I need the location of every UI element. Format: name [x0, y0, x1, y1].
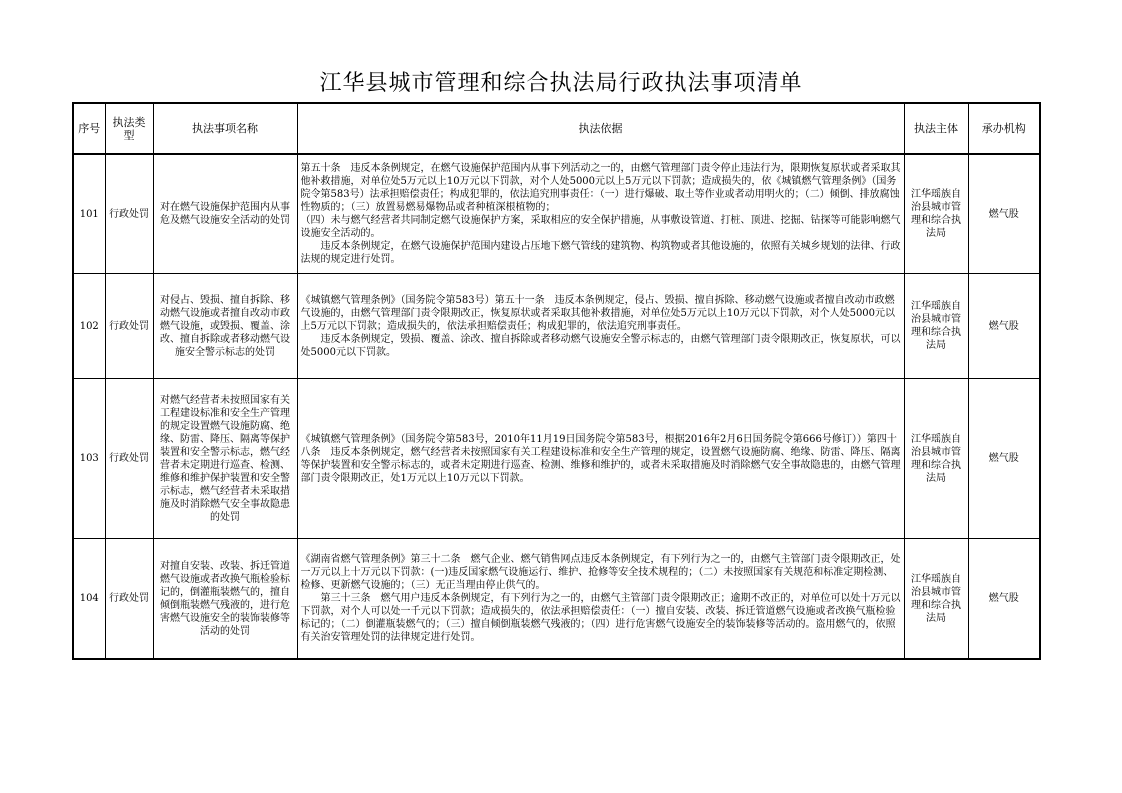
header-type: 执法类型 [105, 103, 153, 154]
header-subject: 执法主体 [904, 103, 968, 154]
table-row [73, 274, 1040, 379]
row-no: 103 [73, 379, 105, 539]
row-basis [297, 539, 904, 660]
row-basis [297, 379, 904, 539]
table-header-row [73, 103, 1040, 154]
header-basis: 执法依据 [297, 103, 904, 154]
basis-paragraph: 《城镇燃气管理条例》（国务院令第583号，2010年11月19日国务院令第583号，根据2016年2月6日国务院令第666号修订））第四十八条 违反本条例规定，燃气经营者未按照国家有关工程建设标准和安全生产管理的规定，设置燃气设施防腐、绝缘、防雷、降压、隔离等保护装置和安全警示标志的，或者未定期进行巡查、检测、维修和维护的，或者未采取措施及时消除燃气安全事故隐患的，由燃气管理部门责令限期改正，处1万元以上10万元以下罚款。 [300, 433, 901, 484]
row-name: 对擅自安装、改装、拆迁管道燃气设施或者改换气瓶检验标记的，倒灌瓶装燃气的，擅自倾倒瓶装燃气残液的，进行危害燃气设施安全的装饰装修等活动的处罚 [153, 539, 297, 660]
row-subject: 江华瑶族自治县城市管理和综合执法局 [904, 539, 968, 660]
table-row [73, 154, 1040, 274]
table-row [73, 539, 1040, 660]
row-agency: 燃气股 [968, 539, 1040, 660]
row-subject: 江华瑶族自治县城市管理和综合执法局 [904, 274, 968, 379]
row-name: 对侵占、毁损、擅自拆除、移动燃气设施或者擅自改动市政燃气设施，或毁损、覆盖、涂改、擅自拆除或者移动燃气设施安全警示标志的处罚 [153, 274, 297, 379]
row-type: 行政处罚 [105, 539, 153, 660]
enforcement-table [72, 102, 1041, 660]
page-title: 江华县城市管理和综合执法局行政执法事项清单 [319, 71, 803, 96]
basis-paragraph: 违反本条例规定，毁损、覆盖、涂改、擅自拆除或者移动燃气设施安全警示标志的，由燃气管理部门责令限期改正，恢复原状，可以处5000元以下罚款。 [300, 333, 901, 358]
row-basis [297, 274, 904, 379]
row-no: 101 [73, 154, 105, 274]
row-agency: 燃气股 [968, 274, 1040, 379]
header-name: 执法事项名称 [153, 103, 297, 154]
basis-paragraph: （四）未与燃气经营者共同制定燃气设施保护方案，采取相应的安全保护措施，从事敷设管道、打桩、顶进、挖掘、钻探等可能影响燃气设施安全活动的。 [300, 215, 901, 239]
basis-paragraph: 第五十条 违反本条例规定，在燃气设施保护范围内从事下列活动之一的，由燃气管理部门责令停止违法行为，限期恢复原状或者采取其他补救措施，对单位处5万元以上10万元以下罚款，对个人处5000元以上5万元以下罚款；造成损失的，依《城镇燃气管理条例》（国务院令第583号）法承担赔偿责任；构成犯罪的，依法追究刑事责任：（一）进行爆破、取土等作业或者动用明火的；（二）倾倒、排放腐蚀性物质的；（三）放置易燃易爆物品或者种植深根植物的； [300, 163, 901, 213]
row-type: 行政处罚 [105, 274, 153, 379]
row-agency: 燃气股 [968, 379, 1040, 539]
header-no: 序号 [73, 103, 105, 154]
row-no: 102 [73, 274, 105, 379]
row-type: 行政处罚 [105, 379, 153, 539]
row-agency: 燃气股 [968, 154, 1040, 274]
basis-paragraph: 《城镇燃气管理条例》（国务院令第583号）第五十一条 违反本条例规定，侵占、毁损、擅自拆除、移动燃气设施或者擅自改动市政燃气设施的，由燃气管理部门责令限期改正，恢复原状或者采取其他补救措施，对单位处5万元以上10万元以下罚款，对个人处5000元以上5万元以下罚款；造成损失的，依法承担赔偿责任；构成犯罪的，依法追究刑事责任。 [300, 294, 896, 332]
header-agency: 承办机构 [968, 103, 1040, 154]
basis-paragraph: 第三十三条 燃气用户违反本条例规定，有下列行为之一的，由燃气主管部门责令限期改正；逾期不改正的，对单位可以处十万元以下罚款，对个人可以处一千元以下罚款；造成损失的，依法承担赔偿责任：（一）擅自安装、改装、拆迁管道燃气设施或者改换气瓶检验标记的；（二）倒灌瓶装燃气的；（三）擅自倾倒瓶装燃气残液的；（四）进行危害燃气设施安全的装饰装修等活动的。盗用燃气的，依照有关治安管理处罚的法律规定进行处罚。 [300, 593, 901, 643]
basis-paragraph: 《湖南省燃气管理条例》第三十二条 燃气企业、燃气销售网点违反本条例规定，有下列行为之一的，由燃气主管部门责令限期改正，处一万元以上十万元以下罚款：(一)违反国家燃气设施运行、维护、抢修等安全技术规程的；（二）未按照国家有关规范和标准定期检测、检修、更新燃气设施的；（三）无正当理由停止供气的。 [300, 554, 901, 591]
row-subject: 江华瑶族自治县城市管理和综合执法局 [904, 154, 968, 274]
row-name: 对燃气经营者未按照国家有关工程建设标准和安全生产管理的规定设置燃气设施防腐、绝缘、防雷、降压、隔离等保护装置和安全警示标志，燃气经营者未定期进行巡查、检测、维修和维护保护装置和安全警示标志，燃气经营者未采取措施及时消除燃气安全事故隐患的处罚 [153, 379, 297, 539]
table-row [73, 379, 1040, 539]
basis-paragraph: 违反本条例规定，在燃气设施保护范围内建设占压地下燃气管线的建筑物、构筑物或者其他设施的，依照有关城乡规划的法律、行政法规的规定进行处罚。 [300, 241, 901, 265]
row-basis [297, 154, 904, 274]
row-name: 对在燃气设施保护范围内从事危及燃气设施安全活动的处罚 [153, 154, 297, 274]
row-type: 行政处罚 [105, 154, 153, 274]
row-subject: 江华瑶族自治县城市管理和综合执法局 [904, 379, 968, 539]
row-no: 104 [73, 539, 105, 660]
